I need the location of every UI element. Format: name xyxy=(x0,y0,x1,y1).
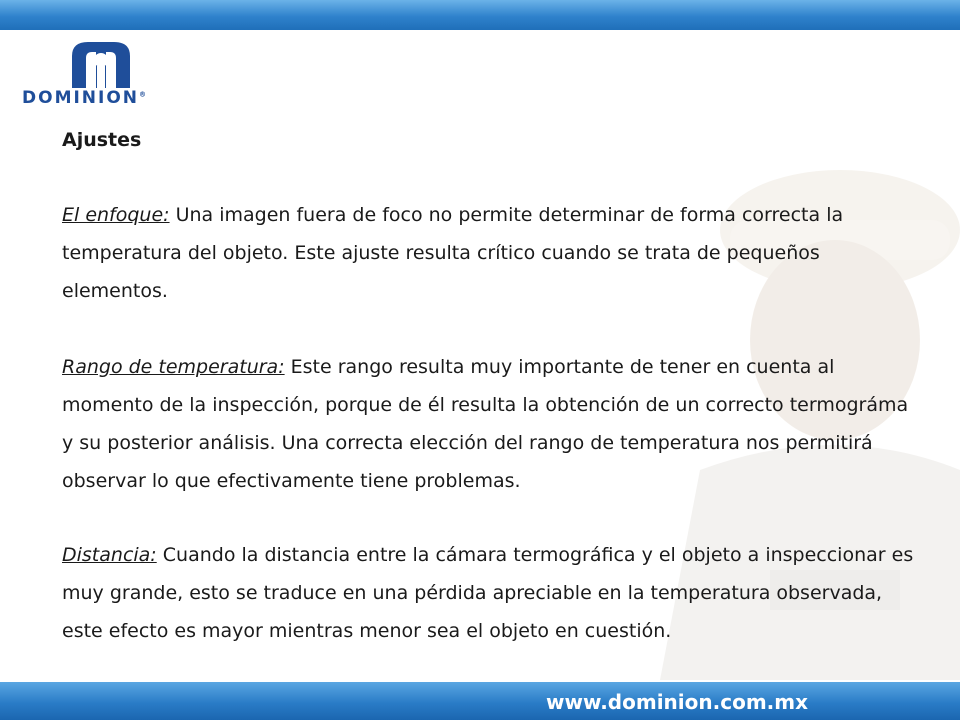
logo-wordmark xyxy=(22,88,182,108)
dominion-emblem-icon xyxy=(66,40,136,88)
text-enfoque: Una imagen fuera de foco no permite determinar de forma correcta la temperatura del objeto. Este ajuste resulta crítico cuando se trata de pequeños elementos. xyxy=(62,204,844,302)
term-rango: Rango de temperatura: xyxy=(62,356,285,378)
website-link[interactable]: www.dominion.com.mx xyxy=(546,690,808,714)
paragraph-distancia xyxy=(62,536,922,650)
term-distancia: Distancia: xyxy=(62,544,157,566)
dominion-logo[interactable] xyxy=(22,40,182,110)
top-header-bar xyxy=(0,0,960,30)
footer-bar xyxy=(0,682,960,720)
slide-heading: Ajustes xyxy=(62,129,142,151)
paragraph-rango xyxy=(62,348,922,500)
paragraph-enfoque xyxy=(62,196,922,310)
text-distancia: Cuando la distancia entre la cámara termográfica y el objeto a inspeccionar es muy grande, esto se traduce en una pérdida apreciable en la temperatura observada, este efecto es mayor mientras menor sea el objeto en cuestión. xyxy=(62,544,914,642)
logo-text: DOMINION xyxy=(22,88,140,108)
logo-registered-mark: ® xyxy=(139,90,147,99)
term-enfoque: El enfoque: xyxy=(62,204,170,226)
text-rango: Este rango resulta muy importante de tener en cuenta al momento de la inspección, porque de él resulta la obtención de un correcto termográma y su posterior análisis. Una correcta elección del rango de temperatura nos permitirá observar lo que efectivamente tiene problemas. xyxy=(62,356,909,492)
